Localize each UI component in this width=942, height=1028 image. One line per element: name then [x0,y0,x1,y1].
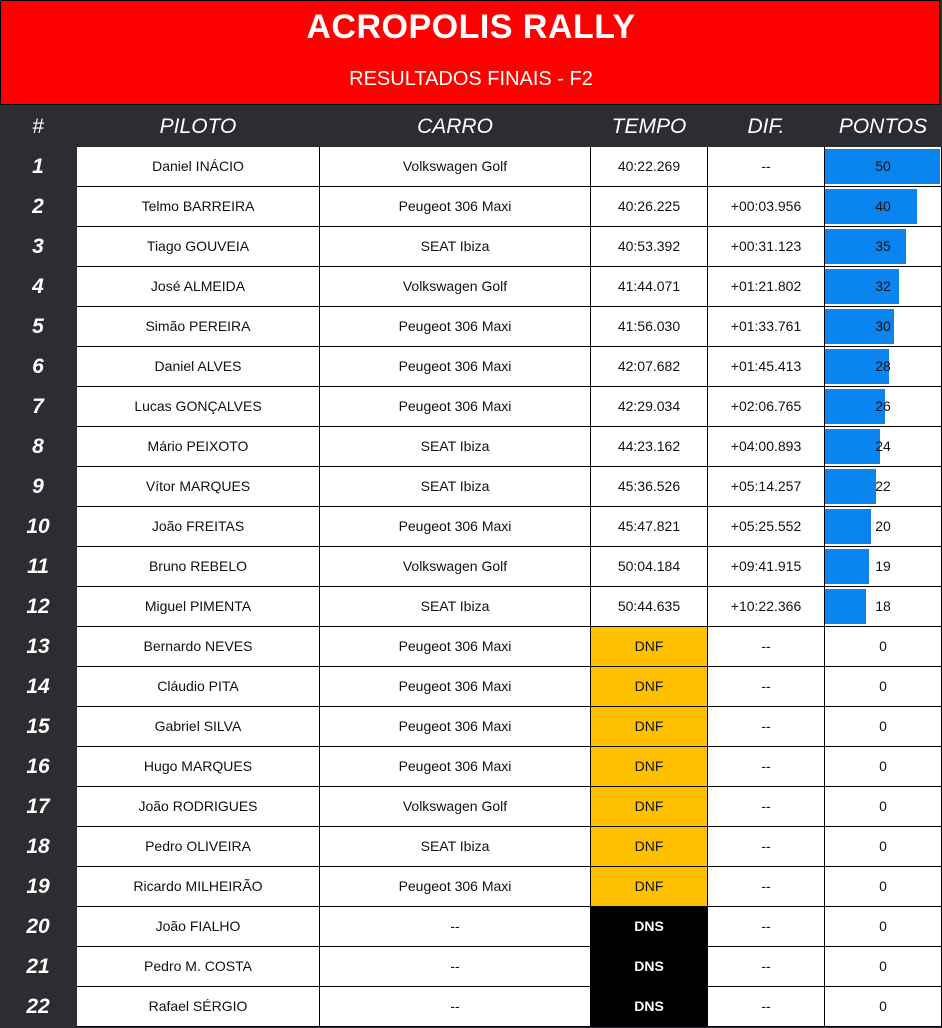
row-tempo: 50:44.635 [591,587,708,627]
row-position: 7 [32,395,44,418]
row-dif: +04:00.893 [708,427,825,467]
row-position: 17 [26,795,50,818]
row-carro: Peugeot 306 Maxi [320,627,591,667]
row-dif: -- [708,707,825,747]
row-pontos [825,587,942,627]
table-row [0,947,942,987]
table-row [0,867,942,907]
row-tempo: DNF [591,787,708,827]
row-tempo: DNS [591,907,708,947]
row-position: 9 [32,475,44,498]
row-pontos [825,787,942,827]
row-position: 4 [32,275,44,298]
table-row [0,827,942,867]
points-value: 0 [879,678,887,694]
row-dif: +00:31.123 [708,227,825,267]
row-dif: +10:22.366 [708,587,825,627]
row-dif: -- [708,787,825,827]
row-position: 11 [27,555,49,578]
row-tempo: 40:22.269 [591,147,708,187]
row-tempo: DNF [591,827,708,867]
row-pontos [825,427,942,467]
row-carro: Peugeot 306 Maxi [320,347,591,387]
row-dif: +00:03.956 [708,187,825,227]
row-carro: Peugeot 306 Maxi [320,707,591,747]
table-header [0,108,942,146]
header-dif: DIF. [747,115,785,138]
points-value: 0 [879,758,887,774]
row-tempo: 42:29.034 [591,387,708,427]
row-dif: -- [708,627,825,667]
points-value: 0 [879,718,887,734]
header-pos: # [32,115,44,138]
row-piloto: Simão PEREIRA [77,307,320,347]
row-position: 6 [32,355,44,378]
points-value: 26 [875,398,891,414]
row-tempo: DNF [591,667,708,707]
row-pontos [825,747,942,787]
row-piloto: Pedro OLIVEIRA [77,827,320,867]
row-piloto: Lucas GONÇALVES [77,387,320,427]
row-dif: -- [708,747,825,787]
points-value: 30 [875,318,891,334]
header-carro: CARRO [417,115,493,138]
table-row [0,587,942,627]
points-value: 0 [879,878,887,894]
row-dif: +05:25.552 [708,507,825,547]
row-carro: Volkswagen Golf [320,267,591,307]
row-carro: -- [320,987,591,1027]
row-position: 14 [26,675,50,698]
row-carro: Volkswagen Golf [320,547,591,587]
row-dif: -- [708,827,825,867]
row-piloto: Pedro M. COSTA [77,947,320,987]
row-carro: Volkswagen Golf [320,147,591,187]
row-position: 12 [26,595,50,618]
row-pontos [825,187,942,227]
row-piloto: Ricardo MILHEIRÃO [77,867,320,907]
table-row [0,347,942,387]
row-piloto: Cláudio PITA [77,667,320,707]
row-position: 1 [32,155,44,178]
row-piloto: Miguel PIMENTA [77,587,320,627]
row-tempo: 45:47.821 [591,507,708,547]
row-dif: -- [708,667,825,707]
row-dif: +01:45.413 [708,347,825,387]
row-dif: -- [708,987,825,1027]
row-position: 15 [26,715,50,738]
row-pontos [825,507,942,547]
row-pontos [825,707,942,747]
row-pontos [825,227,942,267]
row-tempo: 40:26.225 [591,187,708,227]
row-carro: Peugeot 306 Maxi [320,747,591,787]
row-carro: Peugeot 306 Maxi [320,387,591,427]
row-pontos [825,147,942,187]
points-value: 35 [875,238,891,254]
row-position: 13 [26,635,50,658]
row-carro: SEAT Ibiza [320,827,591,867]
row-tempo: DNS [591,987,708,1027]
points-value: 0 [879,798,887,814]
row-pontos [825,907,942,947]
row-position: 22 [26,995,50,1018]
table-row [0,147,942,187]
row-dif: +09:41.915 [708,547,825,587]
table-row [0,667,942,707]
row-tempo: 45:36.526 [591,467,708,507]
row-carro: -- [320,907,591,947]
row-pontos [825,547,942,587]
row-pontos [825,947,942,987]
points-value: 0 [879,998,887,1014]
row-piloto: João FREITAS [77,507,320,547]
table-row [0,507,942,547]
points-value: 32 [875,278,891,294]
row-carro: SEAT Ibiza [320,467,591,507]
row-position: 5 [32,315,44,338]
row-piloto: Telmo BARREIRA [77,187,320,227]
row-position: 8 [32,435,44,458]
page-subtitle: RESULTADOS FINAIS - F2 [349,68,593,90]
row-dif: +05:14.257 [708,467,825,507]
table-row [0,707,942,747]
row-pontos [825,467,942,507]
row-tempo: 41:44.071 [591,267,708,307]
table-row [0,427,942,467]
points-value: 24 [875,438,891,454]
row-tempo: DNF [591,747,708,787]
row-carro: Peugeot 306 Maxi [320,507,591,547]
row-dif: -- [708,147,825,187]
row-tempo: 50:04.184 [591,547,708,587]
row-tempo: 42:07.682 [591,347,708,387]
row-tempo: DNF [591,867,708,907]
table-row [0,267,942,307]
row-tempo: DNF [591,707,708,747]
row-piloto: Bernardo NEVES [77,627,320,667]
header-tempo: TEMPO [611,115,687,138]
table-row [0,907,942,947]
row-tempo: 40:53.392 [591,227,708,267]
table-row [0,627,942,667]
row-carro: -- [320,947,591,987]
row-piloto: Mário PEIXOTO [77,427,320,467]
row-dif: +01:21.802 [708,267,825,307]
row-pontos [825,987,942,1027]
row-dif: +01:33.761 [708,307,825,347]
points-value: 50 [875,158,891,174]
row-pontos [825,387,942,427]
points-value: 20 [875,518,891,534]
header-piloto: PILOTO [159,115,237,138]
points-value: 0 [879,918,887,934]
table-row [0,747,942,787]
table-row [0,547,942,587]
row-piloto: Daniel INÁCIO [77,147,320,187]
table-row [0,307,942,347]
row-position: 10 [26,515,50,538]
row-position: 19 [26,875,50,898]
row-tempo: DNF [591,627,708,667]
points-value: 0 [879,958,887,974]
row-piloto: Daniel ALVES [77,347,320,387]
row-pontos [825,347,942,387]
table-row [0,187,942,227]
row-carro: Peugeot 306 Maxi [320,867,591,907]
row-piloto: Hugo MARQUES [77,747,320,787]
row-carro: SEAT Ibiza [320,587,591,627]
row-pontos [825,667,942,707]
points-value: 40 [875,198,891,214]
row-position: 3 [32,235,44,258]
row-carro: Peugeot 306 Maxi [320,187,591,227]
table-row [0,467,942,507]
points-value: 22 [875,478,891,494]
row-position: 21 [26,955,50,978]
points-value: 0 [879,838,887,854]
table-row [0,787,942,827]
row-position: 2 [32,195,44,218]
row-pontos [825,867,942,907]
row-tempo: 41:56.030 [591,307,708,347]
table-row [0,987,942,1027]
points-value: 28 [875,358,891,374]
table-row [0,387,942,427]
page-title: ACROPOLIS RALLY [306,8,636,46]
row-piloto: João RODRIGUES [77,787,320,827]
row-position: 20 [26,915,50,938]
row-carro: SEAT Ibiza [320,427,591,467]
row-piloto: Tiago GOUVEIA [77,227,320,267]
row-dif: +02:06.765 [708,387,825,427]
points-value: 18 [875,598,891,614]
row-piloto: João FIALHO [77,907,320,947]
row-piloto: Vítor MARQUES [77,467,320,507]
table-row [0,227,942,267]
points-value: 19 [875,558,891,574]
row-tempo: 44:23.162 [591,427,708,467]
row-carro: Peugeot 306 Maxi [320,667,591,707]
row-piloto: Rafael SÉRGIO [77,987,320,1027]
row-dif: -- [708,867,825,907]
row-tempo: DNS [591,947,708,987]
row-piloto: Gabriel SILVA [77,707,320,747]
row-carro: Peugeot 306 Maxi [320,307,591,347]
row-pontos [825,307,942,347]
row-pontos [825,827,942,867]
row-pontos [825,267,942,307]
row-position: 18 [26,835,50,858]
row-carro: SEAT Ibiza [320,227,591,267]
row-piloto: Bruno REBELO [77,547,320,587]
points-value: 0 [879,638,887,654]
row-carro: Volkswagen Golf [320,787,591,827]
row-dif: -- [708,907,825,947]
header-pontos: PONTOS [838,115,928,138]
row-dif: -- [708,947,825,987]
row-position: 16 [26,755,50,778]
row-pontos [825,627,942,667]
row-piloto: José ALMEIDA [77,267,320,307]
